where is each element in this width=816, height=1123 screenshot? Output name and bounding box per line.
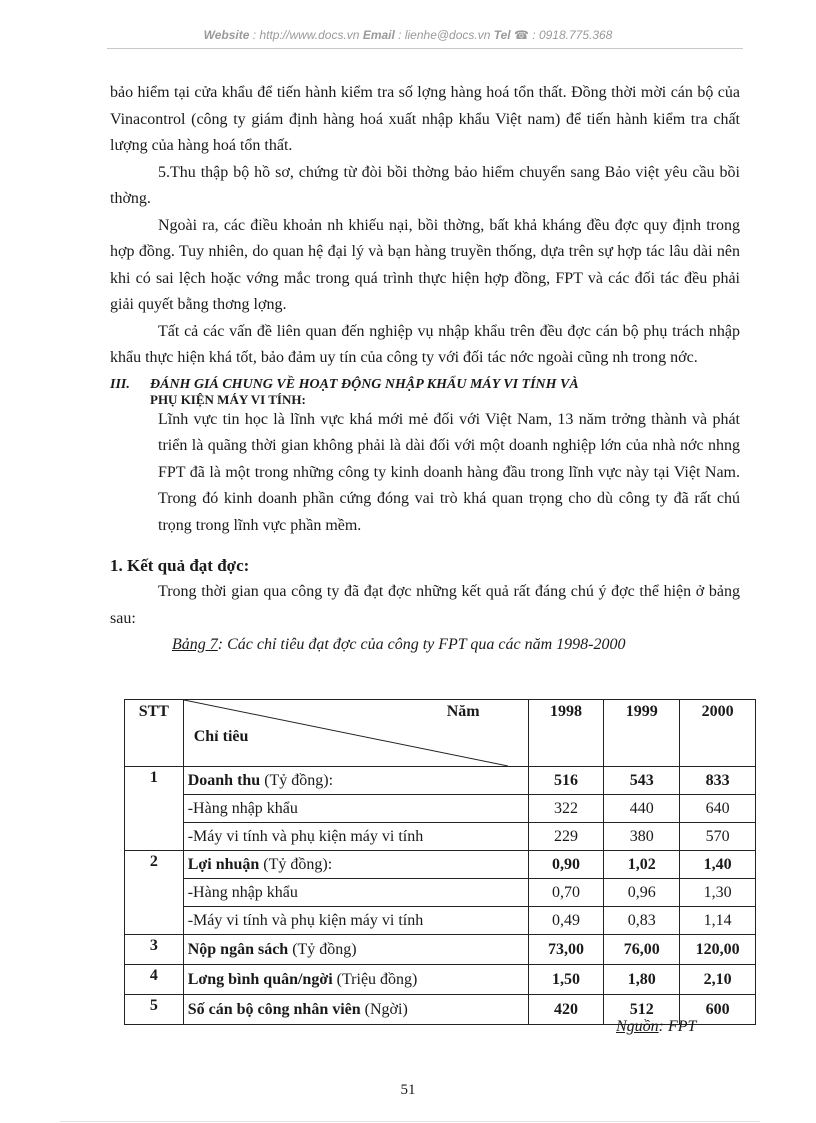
indicator-name: Lơng bình quân/ngời — [187, 970, 333, 988]
table-row — [125, 965, 756, 995]
diagonal-header-cell — [183, 700, 528, 767]
indicator-detail: -Máy vi tính và phụ kiện máy vi tính — [187, 827, 424, 845]
value-cell-1999: 0,96 — [604, 879, 680, 907]
stt-cell: 4 — [125, 965, 184, 995]
caption-label: Bảng 7 — [172, 636, 218, 653]
value-cell-2000: 570 — [680, 823, 756, 851]
value-cell-2000: 833 — [680, 767, 756, 795]
section-title-line-2: PHỤ KIỆN MÁY VI TÍNH: — [150, 391, 306, 407]
source-text: : FPT — [658, 1018, 697, 1035]
indicator-detail: -Máy vi tính và phụ kiện máy vi tính — [187, 911, 424, 929]
table-source — [616, 1018, 696, 1036]
stt-cell: 5 — [125, 995, 184, 1025]
paragraph-6: Trong thời gian qua công ty đã đạt đợc những kết quả rất đáng chú ý đợc thể hiện ở bảng sau: — [110, 583, 740, 627]
paragraph-5: Lĩnh vực tin học là lĩnh vực khá mới mẻ đối với Việt Nam, 13 năm trởng thành và phát triển là quãng thời gian không phải là dài đối với một doanh nghiệp lớn của nhà nớc nhng FPT đã là một trong những công ty kinh doanh hàng đầu trong lĩnh vực này tại Việt Nam. Trong đó kinh doanh phần cứng đóng vai trò khá quan trọng cho dù công ty đã rất chú trọng trong lĩnh vực phần mềm. — [158, 410, 740, 534]
value-cell-1999: 380 — [604, 823, 680, 851]
paragraph-2: 5.Thu thập bộ hồ sơ, chứng từ đòi bồi thờng bảo hiểm chuyển sang Bảo việt yêu cầu bồi thờng. — [110, 163, 740, 207]
email-address: : lienhe@docs.vn — [394, 28, 494, 42]
value-cell-2000: 640 — [680, 795, 756, 823]
paragraph-4: Tất cả các vấn đề liên quan đến nghiệp vụ nhập khẩu trên đều đợc cán bộ phụ trách nhập khẩu thực hiện khá tốt, bảo đảm uy tín của công ty với đối tác nớc ngoài cũng nh trong nớc. — [110, 322, 740, 366]
value-cell-1999: 1,02 — [604, 851, 680, 879]
indicator-cell — [183, 851, 528, 879]
year-2000-header: 2000 — [680, 700, 756, 767]
table-caption — [172, 634, 740, 656]
paragraph-3: Ngoài ra, các điều khoản nh khiếu nại, bồi thờng, bất khả kháng đều đợc quy định trong hợp đồng. Tuy nhiên, do quan hệ đại lý và bạn hàng truyền thống, dựa trên sự hợp tác lâu dài nên khi có sai lệch hoặc vớng mắc trong quá trình thực hiện hợp đồng, FPT và các đối tác đều phải giải quyết bằng thơng lợng. — [110, 216, 740, 313]
footer-divider — [60, 1121, 760, 1122]
value-cell-2000: 1,40 — [680, 851, 756, 879]
page-header — [0, 28, 816, 42]
caption-text: : Các chỉ tiêu đạt đợc của công ty FPT qua các năm 1998-2000 — [217, 636, 626, 653]
value-cell-1998: 229 — [528, 823, 604, 851]
table-row — [125, 879, 756, 907]
indicator-cell — [183, 767, 528, 795]
value-cell-2000: 2,10 — [680, 965, 756, 995]
indicator-name: Lợi nhuận — [187, 855, 260, 873]
indicator-cell — [183, 907, 528, 935]
value-cell-2000: 120,00 — [680, 935, 756, 965]
value-cell-2000: 600 — [680, 995, 756, 1025]
value-cell-1998: 420 — [528, 995, 604, 1025]
year-1998-header: 1998 — [528, 700, 604, 767]
paragraph-1: bảo hiểm tại cửa khẩu để tiến hành kiểm tra số lợng hàng hoá tổn thất. Đồng thời mời cán bộ của Vinacontrol (công ty giám định hàng hoá xuất nhập khẩu Việt nam) để tiến hành kiểm tra chất lượng của hàng hoá tổn thất. — [110, 84, 740, 154]
indicator-detail: -Hàng nhập khẩu — [187, 883, 298, 901]
source-label: Nguồn — [616, 1018, 659, 1035]
page-body — [110, 80, 740, 656]
section-title-line-1: ĐÁNH GIÁ CHUNG VỀ HOẠT ĐỘNG NHẬP KHẨU MÁY VI TÍNH VÀ — [150, 376, 579, 392]
website-label: Website — [203, 28, 250, 42]
indicator-detail: (Tỷ đồng): — [260, 771, 334, 789]
value-cell-1999: 76,00 — [604, 935, 680, 965]
indicator-name: Số cán bộ công nhân viên — [187, 1000, 361, 1018]
indicator-cell — [183, 879, 528, 907]
indicator-name: Doanh thu — [187, 771, 261, 789]
value-cell-1998: 0,70 — [528, 879, 604, 907]
indicator-cell — [183, 823, 528, 851]
value-cell-2000: 1,14 — [680, 907, 756, 935]
indicator-cell — [183, 995, 528, 1025]
indicator-detail: (Tỷ đồng) — [288, 940, 357, 958]
value-cell-1999: 440 — [604, 795, 680, 823]
value-cell-1999: 543 — [604, 767, 680, 795]
table-header-row — [125, 700, 756, 767]
value-cell-1998: 1,50 — [528, 965, 604, 995]
value-cell-1999: 1,80 — [604, 965, 680, 995]
stt-cell: 1 — [125, 767, 184, 851]
page-number: 51 — [400, 1082, 416, 1098]
table-row — [125, 907, 756, 935]
indicator-cell — [183, 935, 528, 965]
value-cell-1998: 322 — [528, 795, 604, 823]
table-row — [125, 851, 756, 879]
value-cell-1998: 0,90 — [528, 851, 604, 879]
value-cell-1998: 73,00 — [528, 935, 604, 965]
table-row — [125, 767, 756, 795]
stt-cell: 2 — [125, 851, 184, 935]
website-url: : http://www.docs.vn — [249, 28, 363, 42]
value-cell-2000: 1,30 — [680, 879, 756, 907]
table-row — [125, 823, 756, 851]
value-cell-1998: 0,49 — [528, 907, 604, 935]
indicator-detail: (Triệu đồng) — [332, 970, 418, 988]
value-cell-1999: 512 — [604, 995, 680, 1025]
section-heading — [110, 376, 740, 393]
indicator-detail: (Tỷ đồng): — [259, 855, 333, 873]
email-label: Email — [362, 28, 395, 42]
section-number: III. — [110, 376, 130, 392]
value-cell-1999: 0,83 — [604, 907, 680, 935]
indicator-detail: -Hàng nhập khẩu — [187, 799, 298, 817]
indicator-header: Chỉ tiêu — [193, 728, 249, 745]
stt-cell: 3 — [125, 935, 184, 965]
header-divider — [107, 48, 743, 49]
results-table — [124, 699, 756, 1025]
stt-header: STT — [125, 700, 184, 767]
subheading: 1. Kết quả đạt đợc: — [110, 556, 250, 575]
table-row — [125, 935, 756, 965]
indicator-cell — [183, 965, 528, 995]
indicator-cell — [183, 795, 528, 823]
tel-label: Tel — [493, 28, 511, 42]
indicator-detail: (Ngời) — [360, 1000, 408, 1018]
table-body — [125, 767, 756, 1025]
value-cell-1998: 516 — [528, 767, 604, 795]
tel-number: ☎ : 0918.775.368 — [510, 28, 613, 42]
indicator-name: Nộp ngân sách — [187, 940, 289, 958]
year-1999-header: 1999 — [604, 700, 680, 767]
year-header: Năm — [446, 703, 480, 720]
table-row — [125, 795, 756, 823]
